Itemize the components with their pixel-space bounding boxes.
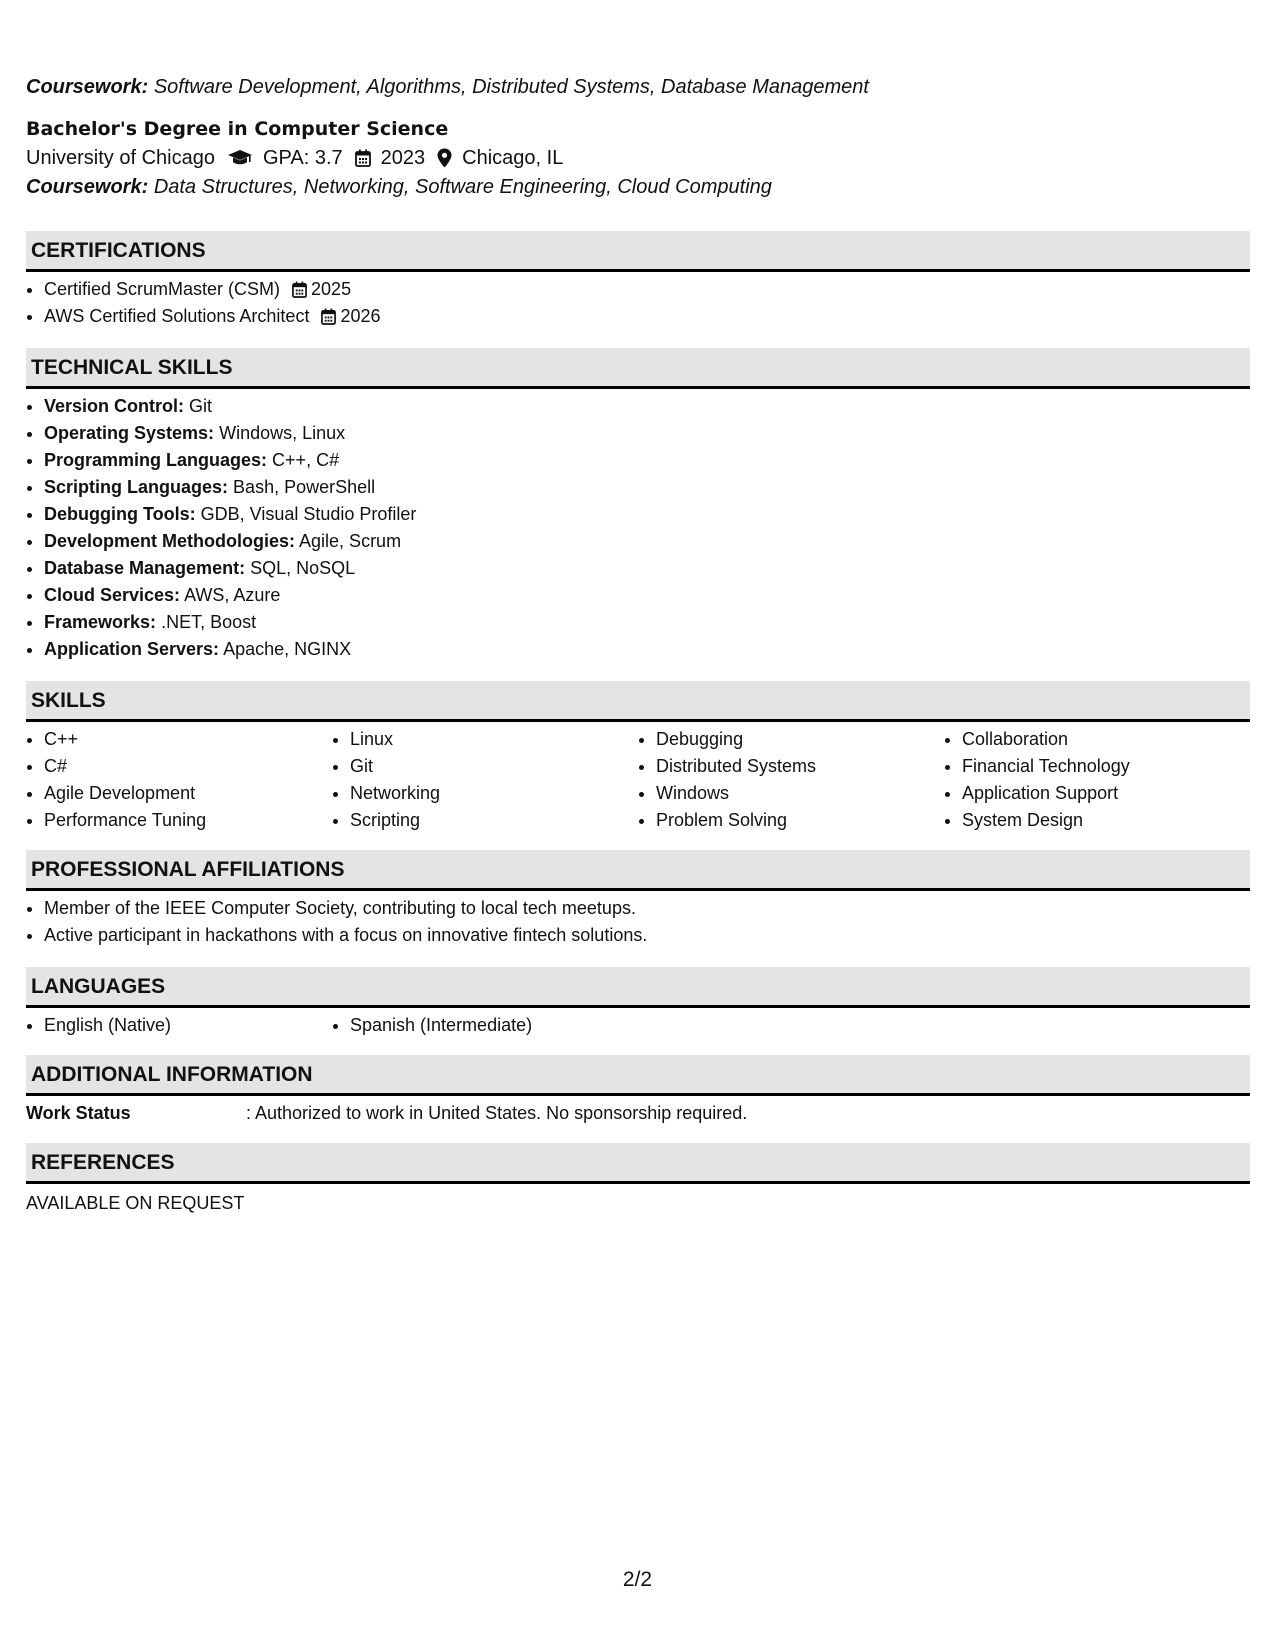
list-item: • Distributed Systems [656,753,944,780]
coursework-label: Coursework: [26,76,149,98]
coursework-text: Software Development, Algorithms, Distributed Systems, Database Management [153,76,869,98]
list-item: • Scripting [350,807,638,834]
list-item: • Linux [350,726,638,753]
list-item: • System Design [962,807,1250,834]
references-text: AVAILABLE ON REQUEST [26,1193,245,1213]
skill-category-label: Version Control: [44,396,185,416]
work-status-value: : Authorized to work in United States. No sponsorship required. [246,1103,748,1123]
skills-section [26,681,1250,834]
list-item [44,555,1250,582]
list-item: • Financial Technology [962,753,1250,780]
work-status-label: Work Status [26,1103,131,1123]
list-item [44,474,1250,501]
coursework-label: Coursework: [26,176,149,198]
certification-name: • Certified ScrumMaster (CSM) [44,279,281,299]
additional-information-section [26,1055,1250,1126]
skill-category-label: Debugging Tools: [44,504,196,524]
list-item [44,501,1250,528]
list-item: • Problem Solving [656,807,944,834]
calendar-icon [292,281,307,298]
skill-category-value: C++, C# [272,450,340,470]
section-title-affiliations: PROFESSIONAL AFFILIATIONS [26,850,1250,891]
skill-category-label: Cloud Services: [44,585,181,605]
skills-column [944,726,1250,834]
coursework-text: Data Structures, Networking, Software Engineering, Cloud Computing [153,176,772,198]
degree-title: Bachelor's Degree in Computer Science [26,118,449,140]
gpa-value: GPA: 3.7 [262,147,343,169]
coursework-line [26,73,1250,101]
list-item: • C# [44,753,332,780]
languages-section [26,967,1250,1039]
skill-category-value: AWS, Azure [184,585,281,605]
skill-category-value: SQL, NoSQL [250,558,356,578]
list-item [44,420,1250,447]
work-status-row [26,1100,1250,1126]
skill-category-value: GDB, Visual Studio Profiler [200,504,417,524]
map-pin-icon [437,148,452,168]
list-item [44,447,1250,474]
skills-column [638,726,944,834]
section-title-technical-skills: TECHNICAL SKILLS [26,348,1250,389]
university-line [26,143,1250,173]
section-title-languages: LANGUAGES [26,967,1250,1008]
skills-column [332,726,638,834]
list-item [44,528,1250,555]
section-title-references: REFERENCES [26,1143,1250,1184]
skill-category-label: Application Servers: [44,639,220,659]
skill-category-value: Windows, Linux [219,423,346,443]
calendar-icon [355,149,371,167]
skill-category-label: Development Methodologies: [44,531,296,551]
university-name: University of Chicago [26,147,215,169]
technical-skills-section [26,348,1250,663]
list-item: • Member of the IEEE Computer Society, contributing to local tech meetups. [44,895,1250,922]
list-item [44,636,1250,663]
list-item: • Spanish (Intermediate) [350,1012,638,1039]
certification-name: • AWS Certified Solutions Architect [44,306,310,326]
skill-category-value: Git [189,396,213,416]
section-title-certifications: CERTIFICATIONS [26,231,1250,272]
certifications-section [26,231,1250,330]
skill-category-value: Bash, PowerShell [233,477,376,497]
skill-category-label: Programming Languages: [44,450,268,470]
list-item: • Performance Tuning [44,807,332,834]
list-item: • Collaboration [962,726,1250,753]
section-title-skills: SKILLS [26,681,1250,722]
list-item: • Active participant in hackathons with a focus on innovative fintech solutions. [44,922,1250,949]
list-item: • Agile Development [44,780,332,807]
list-item: • Debugging [656,726,944,753]
list-item [44,303,1250,330]
education-section [26,73,1250,201]
list-item [44,609,1250,636]
skill-category-value: .NET, Boost [161,612,257,632]
skill-category-value: Apache, NGINX [223,639,352,659]
skill-category-label: Frameworks: [44,612,157,632]
list-item: • Networking [350,780,638,807]
references-section [26,1143,1250,1216]
coursework-line [26,173,1250,201]
list-item: • C++ [44,726,332,753]
skills-column [26,726,332,834]
graduation-year: 2023 [380,147,426,169]
list-item: • Windows [656,780,944,807]
skill-category-label: Database Management: [44,558,246,578]
list-item [44,582,1250,609]
list-item: • Application Support [962,780,1250,807]
list-item [44,276,1250,303]
university-location: Chicago, IL [462,147,564,169]
skill-category-label: Scripting Languages: [44,477,229,497]
list-item: • Git [350,753,638,780]
page-number: 2/2 [622,1568,653,1591]
section-title-additional-information: ADDITIONAL INFORMATION [26,1055,1250,1096]
certification-year: 2025 [311,279,352,299]
affiliations-section [26,850,1250,949]
graduation-cap-icon [227,149,253,167]
skill-category-label: Operating Systems: [44,423,215,443]
certification-year: 2026 [340,306,381,326]
calendar-icon [321,308,336,325]
skill-category-value: Agile, Scrum [299,531,402,551]
list-item: • English (Native) [44,1012,332,1039]
list-item [44,393,1250,420]
